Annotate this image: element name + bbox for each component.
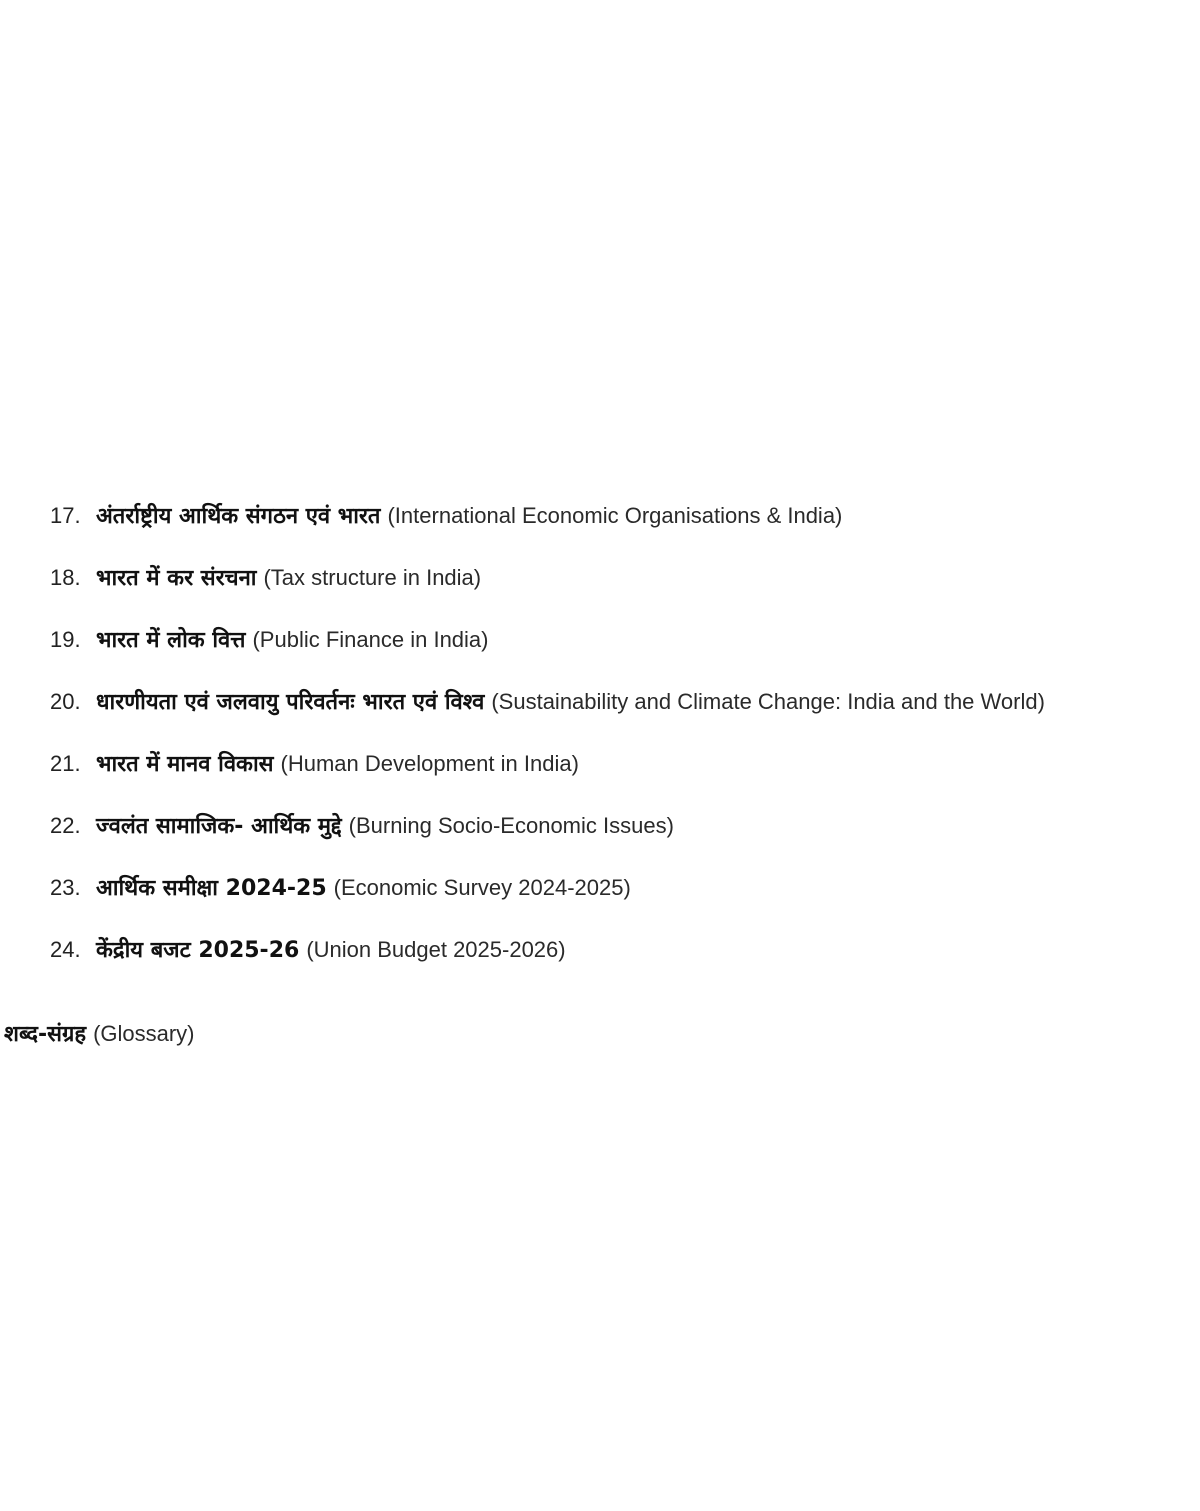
toc-item-hindi-title: भारत में मानव विकास [96,752,274,777]
toc-item-20 [0,682,1200,722]
toc-item-hindi-title: आर्थिक समीक्षा 2024-25 [96,876,327,901]
glossary-english-title: (Glossary) [93,1021,195,1046]
toc-item-english-title: (Sustainability and Climate Change: India and the World) [491,689,1045,714]
toc-item-21 [0,744,1200,784]
toc-item-number: 19. [50,627,81,652]
table-of-contents [0,496,1200,992]
toc-item-number: 22. [50,813,81,838]
toc-item-number: 17. [50,503,81,528]
toc-item-english-title: (Tax structure in India) [263,565,482,590]
toc-item-number: 20. [50,689,81,714]
toc-item-24 [0,930,1200,970]
toc-item-19 [0,620,1200,660]
toc-item-number: 24. [50,937,81,962]
glossary-hindi-title: शब्द-संग्रह [4,1022,87,1047]
toc-item-number: 18. [50,565,81,590]
toc-item-english-title: (Burning Socio-Economic Issues) [348,813,674,838]
toc-item-23 [0,868,1200,908]
toc-item-hindi-title: अंतर्राष्ट्रीय आर्थिक संगठन एवं भारत [96,504,381,529]
toc-item-number: 21. [50,751,81,776]
toc-item-number: 23. [50,875,81,900]
toc-item-22 [0,806,1200,846]
toc-item-18 [0,558,1200,598]
toc-item-english-title: (Union Budget 2025-2026) [306,937,566,962]
toc-item-hindi-title: केंद्रीय बजट 2025-26 [96,938,300,963]
toc-item-hindi-title: ज्वलंत सामाजिक- आर्थिक मुद्दे [96,814,342,839]
toc-item-hindi-title: धारणीयता एवं जलवायु परिवर्तनः भारत एवं विश्व [96,690,485,715]
toc-item-hindi-title: भारत में लोक वित्त [96,628,246,653]
toc-item-english-title: (Economic Survey 2024-2025) [333,875,631,900]
toc-item-17 [0,496,1200,536]
glossary-entry [4,1014,195,1054]
toc-item-hindi-title: भारत में कर संरचना [96,566,257,591]
toc-item-english-title: (International Economic Organisations & India) [387,503,843,528]
toc-item-english-title: (Public Finance in India) [252,627,489,652]
toc-item-english-title: (Human Development in India) [280,751,579,776]
